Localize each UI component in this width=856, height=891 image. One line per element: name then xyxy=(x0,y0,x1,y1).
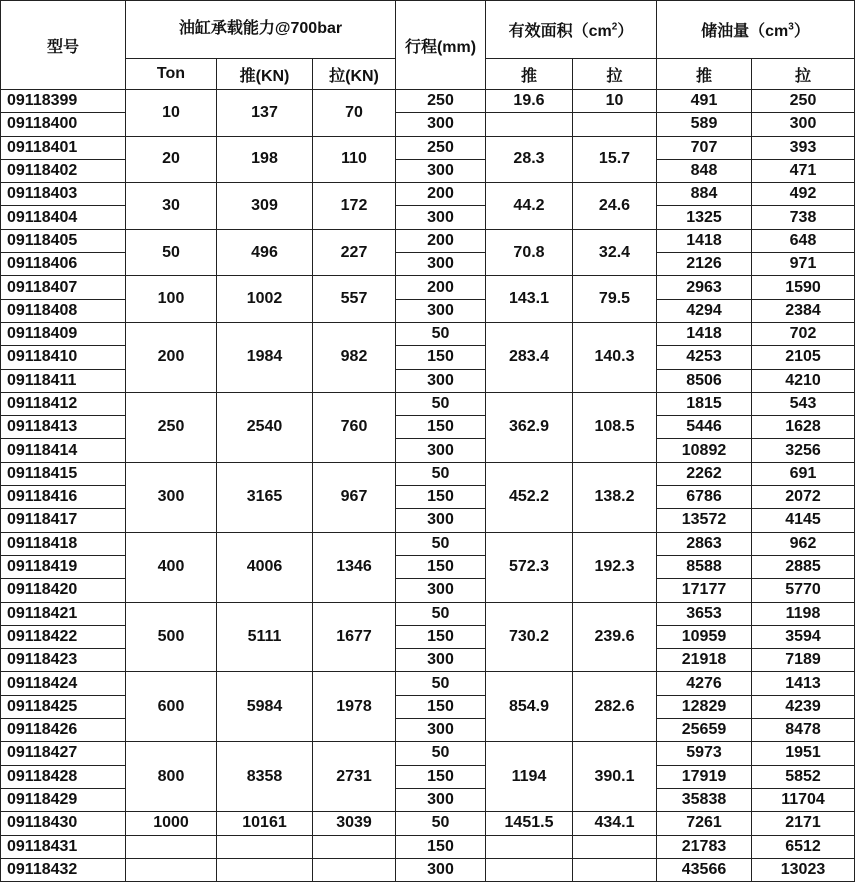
oil-push-cell: 7261 xyxy=(657,812,752,835)
ton-cell: 20 xyxy=(126,136,217,183)
table-row xyxy=(1,462,855,485)
oil-push-cell: 491 xyxy=(657,90,752,113)
ton-cell: 400 xyxy=(126,532,217,602)
oil-pull-cell: 492 xyxy=(752,183,855,206)
header-oil-suffix: ） xyxy=(793,23,810,40)
table-row xyxy=(1,322,855,345)
oil-push-cell: 1325 xyxy=(657,206,752,229)
oil-push-cell: 707 xyxy=(657,136,752,159)
header-ton: Ton xyxy=(126,59,217,90)
model-cell: 09118403 xyxy=(1,183,126,206)
oil-push-cell: 12829 xyxy=(657,695,752,718)
header-model: 型号 xyxy=(1,1,126,90)
oil-push-cell: 35838 xyxy=(657,788,752,811)
push-kn-cell: 5111 xyxy=(217,602,313,672)
stroke-cell: 50 xyxy=(396,322,486,345)
oil-push-cell: 589 xyxy=(657,113,752,136)
area-push-cell: 70.8 xyxy=(486,229,573,276)
model-cell: 09118417 xyxy=(1,509,126,532)
table-row xyxy=(1,672,855,695)
oil-push-cell: 10892 xyxy=(657,439,752,462)
oil-push-cell: 21918 xyxy=(657,649,752,672)
stroke-cell: 150 xyxy=(396,765,486,788)
oil-pull-cell: 543 xyxy=(752,392,855,415)
ton-cell: 10 xyxy=(126,90,217,137)
push-kn-cell: 4006 xyxy=(217,532,313,602)
table-row xyxy=(1,90,855,113)
model-cell: 09118404 xyxy=(1,206,126,229)
model-cell: 09118425 xyxy=(1,695,126,718)
model-cell: 09118412 xyxy=(1,392,126,415)
stroke-cell: 150 xyxy=(396,555,486,578)
stroke-cell: 300 xyxy=(396,719,486,742)
stroke-cell: 300 xyxy=(396,206,486,229)
model-cell: 09118407 xyxy=(1,276,126,299)
stroke-cell: 50 xyxy=(396,392,486,415)
area-pull-cell: 434.1 xyxy=(573,812,657,835)
model-cell: 09118429 xyxy=(1,788,126,811)
oil-pull-cell: 1628 xyxy=(752,416,855,439)
area-pull-cell: 79.5 xyxy=(573,276,657,323)
stroke-cell: 150 xyxy=(396,625,486,648)
table-row xyxy=(1,532,855,555)
table-row xyxy=(1,835,855,858)
oil-push-cell: 21783 xyxy=(657,835,752,858)
area-push-cell: 362.9 xyxy=(486,392,573,462)
oil-pull-cell: 3594 xyxy=(752,625,855,648)
push-kn-cell: 1984 xyxy=(217,322,313,392)
oil-push-cell: 3653 xyxy=(657,602,752,625)
area-push-cell: 854.9 xyxy=(486,672,573,742)
stroke-cell: 50 xyxy=(396,532,486,555)
oil-push-cell: 1815 xyxy=(657,392,752,415)
model-cell: 09118423 xyxy=(1,649,126,672)
ton-cell: 800 xyxy=(126,742,217,812)
area-push-cell: 143.1 xyxy=(486,276,573,323)
model-cell: 09118419 xyxy=(1,555,126,578)
header-oil-sup: 3 xyxy=(788,21,794,33)
pull-kn-cell xyxy=(313,858,396,881)
area-pull-cell: 140.3 xyxy=(573,322,657,392)
push-kn-cell xyxy=(217,858,313,881)
oil-pull-cell: 5770 xyxy=(752,579,855,602)
oil-push-cell: 6786 xyxy=(657,486,752,509)
ton-cell xyxy=(126,835,217,858)
stroke-cell: 300 xyxy=(396,788,486,811)
stroke-cell: 300 xyxy=(396,858,486,881)
oil-push-cell: 2863 xyxy=(657,532,752,555)
push-kn-cell: 10161 xyxy=(217,812,313,835)
oil-push-cell: 2262 xyxy=(657,462,752,485)
oil-pull-cell: 8478 xyxy=(752,719,855,742)
stroke-cell: 150 xyxy=(396,835,486,858)
area-push-cell: 730.2 xyxy=(486,602,573,672)
area-pull-cell xyxy=(573,858,657,881)
model-cell: 09118414 xyxy=(1,439,126,462)
oil-pull-cell: 691 xyxy=(752,462,855,485)
model-cell: 09118411 xyxy=(1,369,126,392)
oil-push-cell: 8506 xyxy=(657,369,752,392)
stroke-cell: 150 xyxy=(396,416,486,439)
header-capacity-group: 油缸承载能力@700bar xyxy=(126,1,396,59)
stroke-cell: 300 xyxy=(396,579,486,602)
model-cell: 09118400 xyxy=(1,113,126,136)
table-body xyxy=(1,90,855,882)
table-row xyxy=(1,602,855,625)
header-pull-kn: 拉(KN) xyxy=(313,59,396,90)
oil-pull-cell: 2885 xyxy=(752,555,855,578)
pull-kn-cell: 227 xyxy=(313,229,396,276)
stroke-cell: 150 xyxy=(396,695,486,718)
model-cell: 09118401 xyxy=(1,136,126,159)
push-kn-cell: 309 xyxy=(217,183,313,230)
oil-push-cell: 1418 xyxy=(657,229,752,252)
stroke-cell: 300 xyxy=(396,299,486,322)
ton-cell: 100 xyxy=(126,276,217,323)
oil-push-cell: 17919 xyxy=(657,765,752,788)
oil-push-cell: 5446 xyxy=(657,416,752,439)
pull-kn-cell: 1978 xyxy=(313,672,396,742)
model-cell: 09118432 xyxy=(1,858,126,881)
header-oil-push: 推 xyxy=(657,59,752,90)
model-cell: 09118427 xyxy=(1,742,126,765)
oil-push-cell: 13572 xyxy=(657,509,752,532)
area-pull-cell: 32.4 xyxy=(573,229,657,276)
table-row xyxy=(1,136,855,159)
push-kn-cell: 198 xyxy=(217,136,313,183)
header-oil-group xyxy=(657,1,855,59)
header-push-kn: 推(KN) xyxy=(217,59,313,90)
table-row xyxy=(1,229,855,252)
area-pull-cell: 10 xyxy=(573,90,657,113)
oil-pull-cell: 4210 xyxy=(752,369,855,392)
stroke-cell: 50 xyxy=(396,742,486,765)
stroke-cell: 200 xyxy=(396,183,486,206)
stroke-cell: 300 xyxy=(396,253,486,276)
area-push-cell: 1451.5 xyxy=(486,812,573,835)
area-pull-cell: 108.5 xyxy=(573,392,657,462)
push-kn-cell: 496 xyxy=(217,229,313,276)
push-kn-cell: 5984 xyxy=(217,672,313,742)
stroke-cell: 150 xyxy=(396,346,486,369)
oil-pull-cell: 471 xyxy=(752,159,855,182)
oil-pull-cell: 393 xyxy=(752,136,855,159)
oil-push-cell: 25659 xyxy=(657,719,752,742)
oil-pull-cell: 648 xyxy=(752,229,855,252)
stroke-cell: 200 xyxy=(396,229,486,252)
ton-cell: 300 xyxy=(126,462,217,532)
model-cell: 09118430 xyxy=(1,812,126,835)
oil-pull-cell: 4239 xyxy=(752,695,855,718)
area-push-cell: 44.2 xyxy=(486,183,573,230)
stroke-cell: 300 xyxy=(396,159,486,182)
header-area-sup: 2 xyxy=(611,21,618,33)
oil-push-cell: 2126 xyxy=(657,253,752,276)
oil-push-cell: 1418 xyxy=(657,322,752,345)
pull-kn-cell: 1346 xyxy=(313,532,396,602)
pull-kn-cell: 3039 xyxy=(313,812,396,835)
oil-pull-cell: 7189 xyxy=(752,649,855,672)
area-push-cell: 19.6 xyxy=(486,90,573,113)
area-push-cell: 1194 xyxy=(486,742,573,812)
oil-pull-cell: 971 xyxy=(752,253,855,276)
model-cell: 09118420 xyxy=(1,579,126,602)
oil-pull-cell: 2105 xyxy=(752,346,855,369)
area-pull-cell: 390.1 xyxy=(573,742,657,812)
oil-pull-cell: 702 xyxy=(752,322,855,345)
oil-pull-cell: 2384 xyxy=(752,299,855,322)
ton-cell: 50 xyxy=(126,229,217,276)
stroke-cell: 300 xyxy=(396,439,486,462)
area-push-cell: 28.3 xyxy=(486,136,573,183)
stroke-cell: 300 xyxy=(396,369,486,392)
model-cell: 09118416 xyxy=(1,486,126,509)
header-area-suffix: ） xyxy=(617,23,634,40)
stroke-cell: 50 xyxy=(396,672,486,695)
oil-pull-cell: 1590 xyxy=(752,276,855,299)
stroke-cell: 50 xyxy=(396,462,486,485)
area-push-cell xyxy=(486,858,573,881)
area-pull-cell: 239.6 xyxy=(573,602,657,672)
model-cell: 09118415 xyxy=(1,462,126,485)
pull-kn-cell: 110 xyxy=(313,136,396,183)
pull-kn-cell: 172 xyxy=(313,183,396,230)
stroke-cell: 50 xyxy=(396,812,486,835)
area-pull-cell: 15.7 xyxy=(573,136,657,183)
model-cell: 09118402 xyxy=(1,159,126,182)
ton-cell xyxy=(126,858,217,881)
table-row xyxy=(1,392,855,415)
oil-pull-cell: 1951 xyxy=(752,742,855,765)
header-area-pull: 拉 xyxy=(573,59,657,90)
pull-kn-cell: 557 xyxy=(313,276,396,323)
pull-kn-cell: 1677 xyxy=(313,602,396,672)
model-cell: 09118410 xyxy=(1,346,126,369)
ton-cell: 500 xyxy=(126,602,217,672)
oil-pull-cell: 2171 xyxy=(752,812,855,835)
table-row xyxy=(1,858,855,881)
table-row xyxy=(1,812,855,835)
stroke-cell: 250 xyxy=(396,90,486,113)
pull-kn-cell: 760 xyxy=(313,392,396,462)
ton-cell: 30 xyxy=(126,183,217,230)
oil-pull-cell: 2072 xyxy=(752,486,855,509)
ton-cell: 1000 xyxy=(126,812,217,835)
stroke-cell: 200 xyxy=(396,276,486,299)
area-push-cell: 572.3 xyxy=(486,532,573,602)
model-cell: 09118399 xyxy=(1,90,126,113)
pull-kn-cell: 70 xyxy=(313,90,396,137)
push-kn-cell: 137 xyxy=(217,90,313,137)
table-row xyxy=(1,742,855,765)
stroke-cell: 300 xyxy=(396,509,486,532)
model-cell: 09118426 xyxy=(1,719,126,742)
oil-pull-cell: 300 xyxy=(752,113,855,136)
area-push-cell: 283.4 xyxy=(486,322,573,392)
model-cell: 09118422 xyxy=(1,625,126,648)
area-push-cell: 452.2 xyxy=(486,462,573,532)
header-oil-pull: 拉 xyxy=(752,59,855,90)
area-pull-cell xyxy=(573,835,657,858)
oil-push-cell: 43566 xyxy=(657,858,752,881)
oil-push-cell: 884 xyxy=(657,183,752,206)
oil-pull-cell: 5852 xyxy=(752,765,855,788)
header-stroke: 行程(mm) xyxy=(396,1,486,90)
model-cell: 09118413 xyxy=(1,416,126,439)
pull-kn-cell xyxy=(313,835,396,858)
area-pull-cell: 138.2 xyxy=(573,462,657,532)
push-kn-cell: 2540 xyxy=(217,392,313,462)
pull-kn-cell: 2731 xyxy=(313,742,396,812)
stroke-cell: 250 xyxy=(396,136,486,159)
oil-pull-cell: 250 xyxy=(752,90,855,113)
oil-push-cell: 8588 xyxy=(657,555,752,578)
push-kn-cell: 1002 xyxy=(217,276,313,323)
oil-push-cell: 10959 xyxy=(657,625,752,648)
stroke-cell: 50 xyxy=(396,602,486,625)
oil-pull-cell: 11704 xyxy=(752,788,855,811)
model-cell: 09118418 xyxy=(1,532,126,555)
ton-cell: 250 xyxy=(126,392,217,462)
area-pull-cell xyxy=(573,113,657,136)
oil-pull-cell: 3256 xyxy=(752,439,855,462)
model-cell: 09118428 xyxy=(1,765,126,788)
area-pull-cell: 192.3 xyxy=(573,532,657,602)
stroke-cell: 150 xyxy=(396,486,486,509)
pull-kn-cell: 982 xyxy=(313,322,396,392)
model-cell: 09118431 xyxy=(1,835,126,858)
area-push-cell xyxy=(486,113,573,136)
header-area-group xyxy=(486,1,657,59)
area-pull-cell: 282.6 xyxy=(573,672,657,742)
oil-pull-cell: 1198 xyxy=(752,602,855,625)
stroke-cell: 300 xyxy=(396,649,486,672)
ton-cell: 600 xyxy=(126,672,217,742)
model-cell: 09118421 xyxy=(1,602,126,625)
model-cell: 09118409 xyxy=(1,322,126,345)
oil-push-cell: 848 xyxy=(657,159,752,182)
stroke-cell: 300 xyxy=(396,113,486,136)
table-row xyxy=(1,183,855,206)
pull-kn-cell: 967 xyxy=(313,462,396,532)
push-kn-cell: 8358 xyxy=(217,742,313,812)
oil-push-cell: 2963 xyxy=(657,276,752,299)
oil-push-cell: 4294 xyxy=(657,299,752,322)
oil-pull-cell: 738 xyxy=(752,206,855,229)
oil-push-cell: 17177 xyxy=(657,579,752,602)
ton-cell: 200 xyxy=(126,322,217,392)
model-cell: 09118408 xyxy=(1,299,126,322)
oil-push-cell: 5973 xyxy=(657,742,752,765)
model-cell: 09118406 xyxy=(1,253,126,276)
oil-pull-cell: 6512 xyxy=(752,835,855,858)
area-push-cell xyxy=(486,835,573,858)
model-cell: 09118424 xyxy=(1,672,126,695)
model-cell: 09118405 xyxy=(1,229,126,252)
oil-pull-cell: 1413 xyxy=(752,672,855,695)
table-row xyxy=(1,276,855,299)
header-area-push: 推 xyxy=(486,59,573,90)
header-oil-prefix: 储油量（cm xyxy=(701,23,789,40)
oil-pull-cell: 13023 xyxy=(752,858,855,881)
push-kn-cell xyxy=(217,835,313,858)
oil-push-cell: 4253 xyxy=(657,346,752,369)
oil-pull-cell: 962 xyxy=(752,532,855,555)
push-kn-cell: 3165 xyxy=(217,462,313,532)
oil-push-cell: 4276 xyxy=(657,672,752,695)
oil-pull-cell: 4145 xyxy=(752,509,855,532)
area-pull-cell: 24.6 xyxy=(573,183,657,230)
header-area-prefix: 有效面积（cm xyxy=(508,23,612,40)
